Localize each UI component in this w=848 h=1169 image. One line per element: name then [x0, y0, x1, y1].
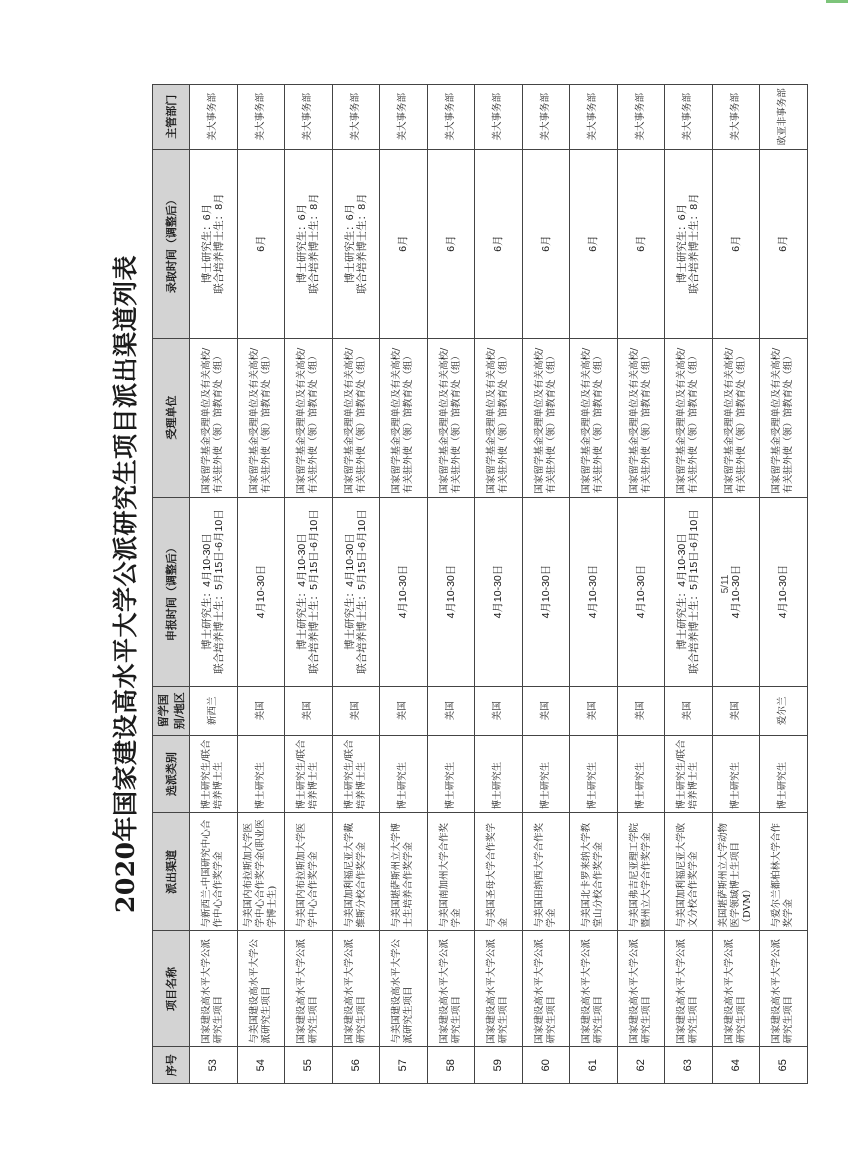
cell-admit-text: 博士研究生：6月 [343, 203, 356, 284]
cell-apply [285, 497, 333, 686]
cell-category-text: 博士研究生/联合培养博士生 [296, 739, 320, 810]
cell-name [237, 931, 285, 1047]
cell-name [522, 931, 570, 1047]
header-seq: 序号 [153, 1047, 190, 1084]
cell-admit [285, 149, 333, 338]
cell-apply-text: 4月10-30日 [539, 564, 552, 619]
cell-name-text: 国家建设高水平大学公派研究生项目 [296, 938, 320, 1044]
cell-unit [427, 338, 475, 497]
rotated-page [104, 84, 795, 1084]
cell-name-text: 国家建设高水平大学公派研究生项目 [486, 938, 510, 1044]
cell-country [380, 686, 428, 735]
cell-seq [332, 1047, 380, 1084]
cell-admit [665, 149, 713, 338]
cell-channel-text: 与美国圣母大学合作奖学金 [486, 822, 510, 928]
cell-seq [380, 1047, 428, 1084]
table-row [285, 85, 333, 1084]
cell-name-text: 国家建设高水平大学公派研究生项目 [628, 938, 652, 1044]
cell-country-text: 美国 [444, 701, 456, 721]
cell-admit-text: 联合培养博士生：8月 [213, 193, 226, 294]
cell-apply-text: 博士研究生：4月10-30日 [676, 533, 689, 650]
cell-category [380, 736, 428, 813]
cell-dept-text: 美大事务部 [587, 93, 599, 141]
cell-dept-text: 美大事务部 [254, 93, 266, 141]
cell-dept-text: 美大事务部 [302, 93, 314, 141]
cell-apply-text: 4月10-30日 [397, 564, 410, 619]
cell-unit [760, 338, 808, 497]
cell-unit [570, 338, 618, 497]
cell-admit-text: 6月 [254, 235, 267, 252]
table-body [190, 85, 808, 1084]
cell-apply-text: 4月10-30日 [444, 564, 457, 619]
cell-admit [427, 149, 475, 338]
cell-seq-text: 58 [444, 1059, 457, 1072]
cell-admit-text: 联合培养博士生：8月 [308, 193, 321, 294]
cell-seq [190, 1047, 238, 1084]
table-row [570, 85, 618, 1084]
cell-dept-text: 美大事务部 [634, 93, 646, 141]
cell-admit-text: 6月 [397, 235, 410, 252]
cell-seq-text: 53 [207, 1059, 220, 1072]
table-row [380, 85, 428, 1084]
cell-unit-text: 国家留学基金受理单位及有关高校/有关驻外使（领）馆教育处（组） [343, 347, 367, 494]
cell-category [332, 736, 380, 813]
cell-country [522, 686, 570, 735]
cell-unit [380, 338, 428, 497]
cell-country-text: 美国 [349, 701, 361, 721]
cell-seq-text: 62 [634, 1059, 647, 1072]
cell-name-text: 与美国建设高水平大学公派研究生项目 [248, 938, 272, 1044]
cell-dept [427, 85, 475, 150]
cell-channel-text: 美国堪萨斯州立大学动物医学领域博士生项目（DVM） [717, 822, 753, 928]
header-name: 项目名称 [153, 931, 190, 1047]
cell-admit-text: 6月 [777, 235, 790, 252]
cell-seq [522, 1047, 570, 1084]
cell-category-text: 博士研究生 [587, 761, 599, 810]
cell-apply-text: 联合培养博士生：5月15日-6月10日 [213, 509, 226, 674]
cell-category-text: 博士研究生 [539, 761, 551, 810]
cell-channel-text: 与美国加利福尼亚大学戴维斯分校合作奖学金 [343, 822, 367, 928]
cell-dept-text: 美大事务部 [349, 93, 361, 141]
cell-apply [237, 497, 285, 686]
cell-admit-text: 6月 [539, 235, 552, 252]
cell-name [570, 931, 618, 1047]
cell-apply-text: 博士研究生：4月10-30日 [296, 533, 309, 650]
cell-admit [570, 149, 618, 338]
cell-channel [570, 813, 618, 931]
cell-name-text: 国家建设高水平大学公派研究生项目 [533, 938, 557, 1044]
document-title: 2020年国家建设高水平大学公派研究生项目派出渠道列表 [111, 254, 140, 914]
cell-name [475, 931, 523, 1047]
cell-category-text: 博士研究生/联合培养博士生 [343, 739, 367, 810]
cell-seq-text: 65 [777, 1059, 790, 1072]
cell-seq-text: 63 [682, 1059, 695, 1072]
cell-apply-text: 4月10-30日 [634, 564, 647, 619]
cell-seq [237, 1047, 285, 1084]
cell-category-text: 博士研究生 [397, 761, 409, 810]
cell-apply-text: 联合培养博士生：5月15日-6月10日 [308, 509, 321, 674]
cell-unit-text: 国家留学基金受理单位及有关高校/有关驻外使（领）馆教育处（组） [248, 347, 272, 494]
cell-dept-text: 美大事务部 [539, 93, 551, 141]
cell-channel-text: 与美国田纳西大学合作奖学金 [533, 822, 557, 928]
cell-admit-text: 博士研究生：6月 [296, 203, 309, 284]
cell-apply-text: 博士研究生：4月10-30日 [343, 533, 356, 650]
cell-category-text: 博士研究生/联合培养博士生 [201, 739, 225, 810]
cell-unit-text: 国家留学基金受理单位及有关高校/有关驻外使（领）馆教育处（组） [438, 347, 462, 494]
cell-channel-text: 与美国堪萨斯州立大学博士生培养合作奖学金 [391, 822, 415, 928]
cell-country [237, 686, 285, 735]
cell-unit-text: 国家留学基金受理单位及有关高校/有关驻外使（领）馆教育处（组） [201, 347, 225, 494]
cell-channel [380, 813, 428, 931]
cell-channel [237, 813, 285, 931]
cell-category [475, 736, 523, 813]
cell-dept [760, 85, 808, 150]
cell-admit [190, 149, 238, 338]
header-unit: 受理单位 [153, 338, 190, 497]
cell-apply-text: 联合培养博士生：5月15日-6月10日 [688, 509, 701, 674]
cell-apply [380, 497, 428, 686]
cell-dept [522, 85, 570, 150]
cell-channel [617, 813, 665, 931]
cell-category [190, 736, 238, 813]
cell-name-text: 国家建设高水平大学公派研究生项目 [343, 938, 367, 1044]
cell-category-text: 博士研究生 [777, 761, 789, 810]
cell-dept-text: 美大事务部 [397, 93, 409, 141]
cell-name [665, 931, 713, 1047]
cell-category [617, 736, 665, 813]
cell-seq-text: 57 [397, 1059, 410, 1072]
cell-dept-text: 美大事务部 [682, 93, 694, 141]
cell-country-text: 美国 [254, 701, 266, 721]
cell-channel-text: 与美国内布拉斯加大学医学中心合作奖学金(职业医学博士生) [242, 819, 278, 928]
cell-unit-text: 国家留学基金受理单位及有关高校/有关驻外使（领）馆教育处（组） [628, 347, 652, 494]
cell-category-text: 博士研究生 [729, 761, 741, 810]
cell-apply [190, 497, 238, 686]
cell-apply-text: 4月10-30日 [777, 564, 790, 619]
cell-admit-text: 6月 [729, 235, 742, 252]
cell-name-text: 与美国建设高水平大学公派研究生项目 [391, 938, 415, 1044]
cell-dept-text: 美大事务部 [207, 93, 219, 141]
cell-name [190, 931, 238, 1047]
cell-apply-text: 博士研究生：4月10-30日 [201, 533, 214, 650]
cell-apply-text: 4月10-30日 [729, 564, 742, 619]
table-container [152, 84, 808, 1084]
cell-dept [617, 85, 665, 150]
cell-seq [760, 1047, 808, 1084]
cell-unit-text: 国家留学基金受理单位及有关高校/有关驻外使（领）馆教育处（组） [676, 347, 700, 494]
cell-country [475, 686, 523, 735]
cell-unit [665, 338, 713, 497]
cell-apply [332, 497, 380, 686]
table-row [237, 85, 285, 1084]
cell-country-text: 美国 [682, 701, 694, 721]
cell-country-text: 美国 [492, 701, 504, 721]
cell-name [285, 931, 333, 1047]
cell-dept [190, 85, 238, 150]
cell-country [570, 686, 618, 735]
cell-admit-text: 博士研究生：6月 [201, 203, 214, 284]
cell-channel-text: 与美国内布拉斯加大学医学中心合作奖学金 [296, 822, 320, 928]
cell-channel [427, 813, 475, 931]
cell-category-text: 博士研究生 [444, 761, 456, 810]
cell-apply [760, 497, 808, 686]
cell-admit [475, 149, 523, 338]
cell-unit-text: 国家留学基金受理单位及有关高校/有关驻外使（领）馆教育处（组） [533, 347, 557, 494]
table-row [190, 85, 238, 1084]
cell-seq [427, 1047, 475, 1084]
header-category: 选派类别 [153, 736, 190, 813]
cell-name [617, 931, 665, 1047]
cell-dept-text: 欧亚非事务部 [777, 88, 789, 146]
header-row [153, 85, 190, 1084]
channel-table [152, 84, 808, 1084]
cell-channel [665, 813, 713, 931]
table-row [760, 85, 808, 1084]
cell-category-text: 博士研究生/联合培养博士生 [676, 739, 700, 810]
header-admit: 录取时间（调整后） [153, 149, 190, 338]
cell-dept [285, 85, 333, 150]
cell-seq-text: 54 [254, 1059, 267, 1072]
cell-name-text: 国家建设高水平大学公派研究生项目 [676, 938, 700, 1044]
cell-dept [237, 85, 285, 150]
cell-dept [380, 85, 428, 150]
cell-name [427, 931, 475, 1047]
cell-admit-text: 6月 [587, 235, 600, 252]
cell-channel-text: 与爱尔兰都柏林大学合作奖学金 [771, 822, 795, 928]
cell-seq-text: 64 [729, 1059, 742, 1072]
cell-admit-text: 联合培养博士生：8月 [688, 193, 701, 294]
cell-apply [475, 497, 523, 686]
cell-dept [570, 85, 618, 150]
cell-unit-text: 国家留学基金受理单位及有关高校/有关驻外使（领）馆教育处（组） [391, 347, 415, 494]
cell-seq-text: 60 [539, 1059, 552, 1072]
cell-seq-text: 61 [587, 1059, 600, 1072]
cell-admit [617, 149, 665, 338]
cell-unit [237, 338, 285, 497]
cell-country-text: 美国 [539, 701, 551, 721]
cell-name [332, 931, 380, 1047]
cell-country [760, 686, 808, 735]
table-row [665, 85, 713, 1084]
cell-category [427, 736, 475, 813]
cell-name-text: 国家建设高水平大学公派研究生项目 [201, 938, 225, 1044]
cell-unit [332, 338, 380, 497]
cell-name [380, 931, 428, 1047]
cell-country [427, 686, 475, 735]
page-number: 5/11 [720, 574, 731, 594]
cell-admit [380, 149, 428, 338]
cell-category [522, 736, 570, 813]
cell-unit-text: 国家留学基金受理单位及有关高校/有关驻外使（领）馆教育处（组） [581, 347, 605, 494]
cell-category [570, 736, 618, 813]
cell-apply-text: 4月10-30日 [587, 564, 600, 619]
cell-country [617, 686, 665, 735]
cell-admit-text: 6月 [492, 235, 505, 252]
cell-channel-text: 与美国南加州大学合作奖学金 [438, 822, 462, 928]
header-country: 留学国别/地区 [153, 686, 190, 735]
cell-apply [617, 497, 665, 686]
cell-admit-text: 博士研究生：6月 [676, 203, 689, 284]
cell-seq [570, 1047, 618, 1084]
cell-apply [570, 497, 618, 686]
cell-unit [190, 338, 238, 497]
cell-category-text: 博士研究生 [254, 761, 266, 810]
corner-mark [826, 0, 848, 3]
table-row [475, 85, 523, 1084]
table-row [427, 85, 475, 1084]
table-row [617, 85, 665, 1084]
cell-admit-text: 联合培养博士生：8月 [355, 193, 368, 294]
cell-country-text: 爱尔兰 [777, 696, 789, 726]
cell-unit [617, 338, 665, 497]
cell-channel-text: 与新西兰-中国研究中心合作中心合作奖学金 [201, 819, 225, 928]
cell-admit [332, 149, 380, 338]
header-dept: 主管部门 [153, 85, 190, 150]
cell-country-text: 美国 [587, 701, 599, 721]
cell-dept-text: 美大事务部 [729, 93, 741, 141]
cell-country-text: 新西兰 [207, 696, 219, 726]
cell-country-text: 美国 [634, 701, 646, 721]
cell-admit [237, 149, 285, 338]
cell-category-text: 博士研究生 [634, 761, 646, 810]
cell-dept [475, 85, 523, 150]
cell-country-text: 美国 [302, 701, 314, 721]
cell-dept-text: 美大事务部 [492, 93, 504, 141]
cell-channel-text: 与美国北卡罗来纳大学教堂山分校合作奖学金 [581, 822, 605, 928]
cell-channel [332, 813, 380, 931]
cell-seq-text: 59 [492, 1059, 505, 1072]
cell-apply-text: 4月10-30日 [492, 564, 505, 619]
cell-seq [285, 1047, 333, 1084]
table-row [522, 85, 570, 1084]
cell-unit [285, 338, 333, 497]
cell-category [285, 736, 333, 813]
cell-country-text: 美国 [729, 701, 741, 721]
cell-country [285, 686, 333, 735]
cell-unit-text: 国家留学基金受理单位及有关高校/有关驻外使（领）馆教育处（组） [486, 347, 510, 494]
cell-channel [475, 813, 523, 931]
cell-channel [522, 813, 570, 931]
cell-dept-text: 美大事务部 [444, 93, 456, 141]
cell-seq [617, 1047, 665, 1084]
cell-country [190, 686, 238, 735]
cell-name-text: 国家建设高水平大学公派研究生项目 [723, 938, 747, 1044]
cell-name-text: 国家建设高水平大学公派研究生项目 [771, 938, 795, 1044]
cell-category [760, 736, 808, 813]
cell-unit-text: 国家留学基金受理单位及有关高校/有关驻外使（领）馆教育处（组） [723, 347, 747, 494]
cell-seq [475, 1047, 523, 1084]
cell-apply-text: 联合培养博士生：5月15日-6月10日 [355, 509, 368, 674]
cell-category [237, 736, 285, 813]
cell-channel-text: 与美国加利福尼亚大学欧文分校合作奖学金 [676, 822, 700, 928]
cell-seq [665, 1047, 713, 1084]
cell-unit [475, 338, 523, 497]
cell-unit [522, 338, 570, 497]
header-apply: 申报时间（调整后） [153, 497, 190, 686]
cell-country-text: 美国 [397, 701, 409, 721]
cell-unit-text: 国家留学基金受理单位及有关高校/有关驻外使（领）馆教育处（组） [296, 347, 320, 494]
cell-dept [665, 85, 713, 150]
table-row [332, 85, 380, 1084]
cell-apply [522, 497, 570, 686]
cell-country [665, 686, 713, 735]
cell-seq-text: 56 [349, 1059, 362, 1072]
cell-channel-text: 与美国弗吉尼亚理工学院暨州立大学合作奖学金 [628, 822, 652, 928]
cell-admit-text: 6月 [444, 235, 457, 252]
header-channel: 派出渠道 [153, 813, 190, 931]
cell-apply [427, 497, 475, 686]
cell-apply [665, 497, 713, 686]
cell-dept [332, 85, 380, 150]
cell-admit [522, 149, 570, 338]
cell-country [332, 686, 380, 735]
cell-admit [760, 149, 808, 338]
cell-name-text: 国家建设高水平大学公派研究生项目 [438, 938, 462, 1044]
cell-category [665, 736, 713, 813]
cell-channel [190, 813, 238, 931]
cell-name-text: 国家建设高水平大学公派研究生项目 [581, 938, 605, 1044]
cell-category-text: 博士研究生 [492, 761, 504, 810]
cell-channel [760, 813, 808, 931]
cell-seq-text: 55 [302, 1059, 315, 1072]
cell-admit-text: 6月 [634, 235, 647, 252]
cell-channel [285, 813, 333, 931]
cell-unit-text: 国家留学基金受理单位及有关高校/有关驻外使（领）馆教育处（组） [771, 347, 795, 494]
cell-apply-text: 4月10-30日 [254, 564, 267, 619]
cell-name [760, 931, 808, 1047]
